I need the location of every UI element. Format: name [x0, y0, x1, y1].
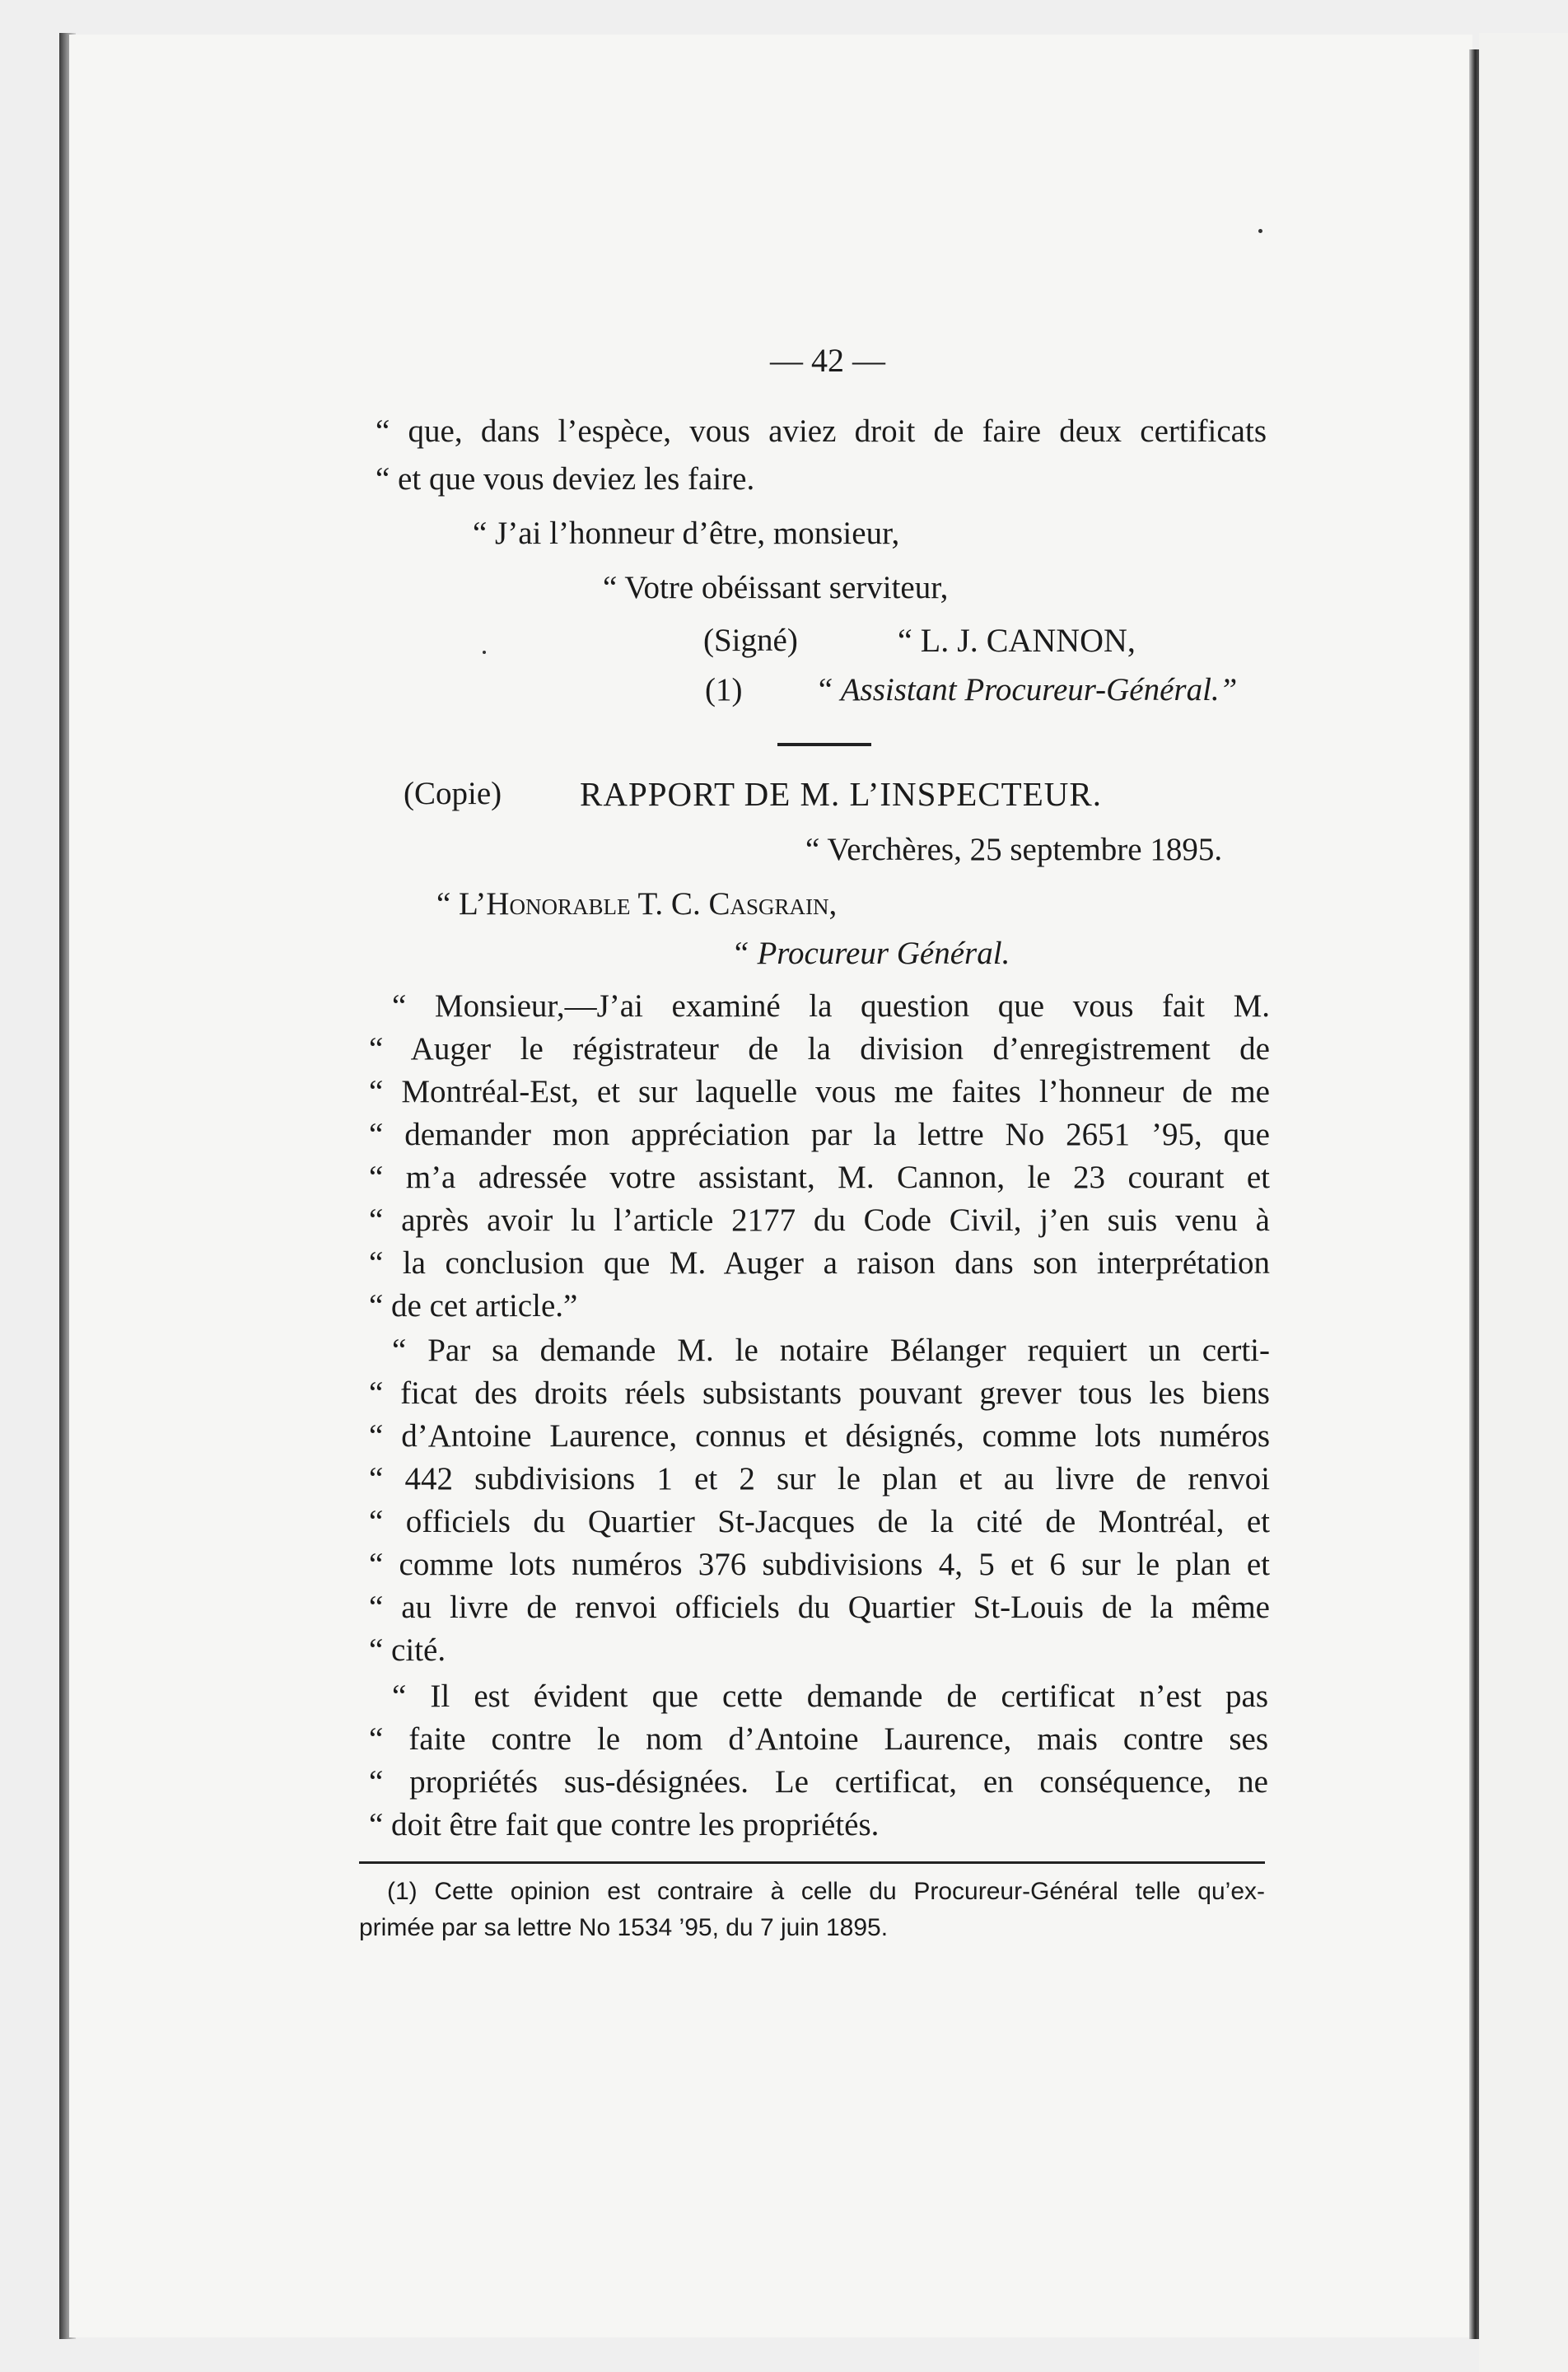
text-line: “ demander mon appréciation par la lettre No 2651 ’95, que [369, 1117, 1270, 1152]
text-line: “ au livre de renvoi officiels du Quartier St-Louis de la même [369, 1590, 1270, 1625]
text-line: “ officiels du Quartier St-Jacques de la cité de Montréal, et [369, 1504, 1270, 1539]
footnote-line: primée par sa lettre No 1534 ’95, du 7 juin 1895. [359, 1914, 889, 1941]
place-date: “ Verchères, 25 septembre 1895. [805, 832, 1223, 867]
addressee-title: “ Procureur Général. [731, 936, 1010, 971]
text-line: “ doit être fait que contre les propriétés. [369, 1807, 880, 1842]
footnote-line: (1) Cette opinion est contraire à celle du Procureur-Général telle qu’ex- [387, 1878, 1265, 1905]
text-line: “ d’Antoine Laurence, connus et désignés, comme lots numéros [369, 1418, 1270, 1454]
report-heading: RAPPORT DE M. L’INSPECTEUR. [580, 775, 1102, 813]
text-line: “ Par sa demande M. le notaire Bélanger requiert un certi- [392, 1333, 1270, 1368]
footnote-marker: (1) [705, 672, 743, 707]
text-line: “ cité. [369, 1632, 446, 1668]
addressee-name: “ L’Honorable T. C. Casgrain, [436, 886, 838, 922]
text-line: “ 442 subdivisions 1 et 2 sur le plan et au livre de renvoi [369, 1461, 1270, 1497]
text-line: “ Il est évident que cette demande de certificat n’est pas [392, 1679, 1268, 1714]
signed-label: (Signé) [703, 623, 798, 658]
facing-page-margin [1479, 33, 1568, 2372]
paper-speck [483, 651, 486, 654]
copy-label: (Copie) [404, 776, 502, 811]
text-line: “ et que vous deviez les faire. [376, 461, 755, 497]
text-line: “ que, dans l’espèce, vous aviez droit de faire deux certificats [376, 413, 1267, 449]
page-number: — 42 — [770, 342, 885, 379]
text-line: “ Montréal-Est, et sur laquelle vous me faites l’honneur de me [369, 1074, 1270, 1109]
section-divider [777, 743, 871, 746]
signer-title: “ Assistant Procureur-Général.” [815, 672, 1238, 707]
page-gutter-shadow [1469, 49, 1479, 2339]
closing-servant: “ Votre obéissant serviteur, [603, 570, 949, 605]
text-line: “ Monsieur,—J’ai examiné la question que vous fait M. [392, 988, 1270, 1024]
footnote-rule [359, 1861, 1265, 1864]
text-line: “ comme lots numéros 376 subdivisions 4, 5 et 6 sur le plan et [369, 1547, 1270, 1582]
text-line: “ ficat des droits réels subsistants pouvant grever tous les biens [369, 1375, 1270, 1411]
closing-honour: “ J’ai l’honneur d’être, monsieur, [473, 516, 900, 551]
text-line: “ faite contre le nom d’Antoine Laurence, mais contre ses [369, 1721, 1268, 1757]
text-line: “ de cet article.” [369, 1288, 578, 1324]
signer-name: “ L. J. CANNON, [898, 622, 1136, 659]
paper-speck [1258, 229, 1262, 233]
text-line: “ propriétés sus-désignées. Le certificat, en conséquence, ne [369, 1764, 1268, 1800]
text-line: “ la conclusion que M. Auger a raison dans son interprétation [369, 1245, 1270, 1281]
text-line: “ Auger le régistrateur de la division d’enregistrement de [369, 1031, 1270, 1067]
text-line: “ après avoir lu l’article 2177 du Code Civil, j’en suis venu à [369, 1202, 1270, 1238]
text-line: “ m’a adressée votre assistant, M. Cannon, le 23 courant et [369, 1160, 1270, 1195]
